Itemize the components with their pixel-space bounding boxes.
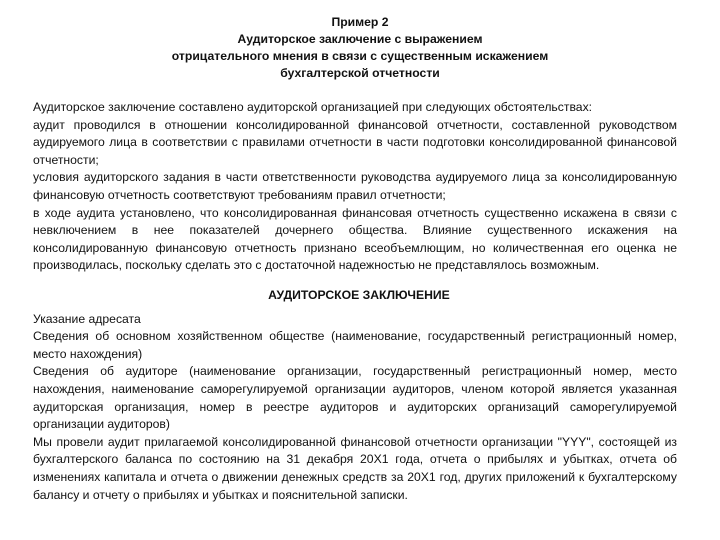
title-line-1: Пример 2 <box>331 15 389 29</box>
circumstances-section <box>33 99 677 275</box>
title-line-2: Аудиторское заключение с выражением <box>237 32 483 46</box>
title-line-3: отрицательного мнения в связи с существенным искажением <box>171 49 549 63</box>
intro-paragraph: аудит проводился в отношении консолидированной финансовой отчетности, составленной руководством аудируемого лица в соответствии с правилами отчетности в части подготовки консолидированной финансовой отчетности; <box>33 117 677 167</box>
report-paragraph: Указание адресата <box>33 311 141 326</box>
report-paragraph: Мы провели аудит прилагаемой консолидированной финансовой отчетности организации "YYY", состоящей из бухгалтерского баланса по состоянию на 31 декабря 20X1 года, отчета о прибылях и убытках, отчета об изменениях капитала и отчета о движении денежных средств за 20X1 год, других приложений к бухгалтерскому балансу и отчету о прибылях и убытках и пояснительной записки. <box>33 434 677 502</box>
report-paragraph: Сведения об основном хозяйственном обществе (наименование, государственный регистрационный номер, место нахождения) <box>33 329 677 361</box>
report-paragraph: Сведения об аудиторе (наименование организации, государственный регистрационный номер, место нахождения, наименование саморегулируемой организации аудиторов, членом которой является указанная аудиторская организация, номер в реестре аудиторов и аудиторских организаций саморегулируемой организации аудиторов) <box>33 364 677 432</box>
intro-paragraph: условия аудиторского задания в части ответственности руководства аудируемого лица за консолидированную финансовую отчетность соответствуют требованиям правил отчетности; <box>33 170 677 202</box>
intro-paragraph: Аудиторское заключение составлено аудиторской организацией при следующих обстоятельствах: <box>33 100 593 114</box>
intro-paragraph: в ходе аудита установлено, что консолидированная финансовая отчетность существенно искажена в связи с невключением в нее показателей дочернего общества. Влияние существенного искажения на консолидированную финансовую отчетность признано всеобъемлющим, но количественная его оценка не производилась, поскольку сделать это с достаточной надежностью не представлялось возможным. <box>33 205 677 273</box>
report-heading: АУДИТОРСКОЕ ЗАКЛЮЧЕНИЕ <box>268 288 450 302</box>
auditor-report-section <box>33 287 677 504</box>
title-line-4: бухгалтерской отчетности <box>280 66 440 80</box>
document-title <box>0 14 720 82</box>
